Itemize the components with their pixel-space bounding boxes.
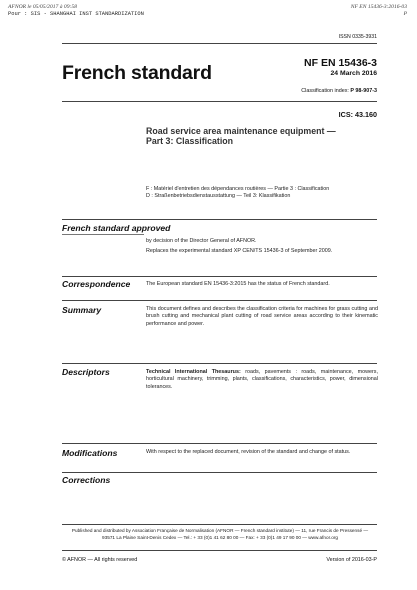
rule-modifications <box>62 443 377 444</box>
thesaurus-terms: roads, pavements : roads, maintenance, mowers, horticultural machinery, trimming, plants, classifications, characteristics, power, dimensional tolerances. <box>146 369 378 390</box>
bottom-rule <box>62 550 377 551</box>
rule-descriptors <box>62 363 377 364</box>
publisher-line-1: Published and distributed by Association Française de Normalisation (AFNOR — French standard institute) — 11, rue Francis de Pressensé — <box>71 528 369 533</box>
standard-number: NF EN 15436-3 <box>304 57 377 69</box>
copyright: © AFNOR — All rights reserved <box>62 557 138 563</box>
approved-text <box>146 238 378 256</box>
title-line-1: Road service area maintenance equipment — <box>146 126 336 136</box>
download-stamp <box>8 4 144 18</box>
ics-code: ICS: 43.160 <box>338 110 377 119</box>
modifications-heading: Modifications <box>62 448 118 458</box>
classification-index <box>301 88 377 94</box>
title-line-2: Part 3: Classification <box>146 136 234 146</box>
rule-summary <box>62 300 377 301</box>
reference-code: NF EN 15436-3:2016-03 <box>350 4 407 10</box>
rule-correspondence <box>62 276 377 277</box>
german-title: D : Straßenbetriebsdienstausstattung — Teil 3: Klassifikation <box>146 193 291 200</box>
classification-label: Classification index: <box>301 88 349 94</box>
correspondence-text: The European standard EN 15436-3:2015 has the status of French standard. <box>146 281 330 287</box>
correspondence-heading: Correspondence <box>62 279 131 289</box>
licensee: Pour : SIS - SHANGHAI INST STANDARDIZATION <box>8 11 144 17</box>
issn: ISSN 0335-3931 <box>338 34 377 40</box>
document-title <box>146 126 386 146</box>
descriptors-text <box>146 369 378 391</box>
modifications-text: With respect to the replaced document, revision of the standard and change of status. <box>146 449 351 455</box>
descriptors-heading: Descriptors <box>62 367 110 377</box>
top-rule <box>62 43 377 44</box>
approved-line-2: Replaces the experimental standard XP CEN/TS 15436-3 of September 2009. <box>146 248 333 255</box>
document-reference <box>351 4 407 18</box>
publisher-line-2: 93571 La Plaine Saint-Denis Cedex — Tel.: + 33 (0)1 41 62 80 00 — Fax: + 33 (0)1 49 17 90 00 — www.afnor.org <box>102 534 338 540</box>
title-translations <box>146 186 329 201</box>
footer-rule <box>62 524 377 525</box>
summary-heading: Summary <box>62 305 102 315</box>
download-date: AFNOR le 05/05/2017 à 09:58 <box>8 4 77 10</box>
rule-corrections <box>62 472 377 473</box>
approved-line-1: by decision of the Director General of AFNOR. <box>146 238 257 244</box>
rule-under-classification <box>62 101 377 102</box>
reference-suffix: P <box>403 11 407 17</box>
summary-text: This document defines and describes the classification criteria for machines for grass cutting and brush cutting and mechanical plant cutting of road service areas according to their kinematic performance and power. <box>146 306 378 327</box>
thesaurus-label: Technical International Thesaurus: <box>146 369 241 375</box>
publication-date: 24 March 2016 <box>330 70 377 77</box>
french-title: F : Matériel d'entretien des dépendances routières — Partie 3 : Classification <box>146 186 330 192</box>
publisher-info <box>62 528 378 541</box>
rule-approved <box>62 219 377 220</box>
classification-value: P 98-907-3 <box>350 88 377 94</box>
approved-heading-underline <box>62 234 144 235</box>
version: Version of 2016-03-P <box>326 557 377 563</box>
approved-heading: French standard approved <box>62 223 171 233</box>
document-type: French standard <box>62 62 212 84</box>
corrections-heading: Corrections <box>62 475 111 485</box>
